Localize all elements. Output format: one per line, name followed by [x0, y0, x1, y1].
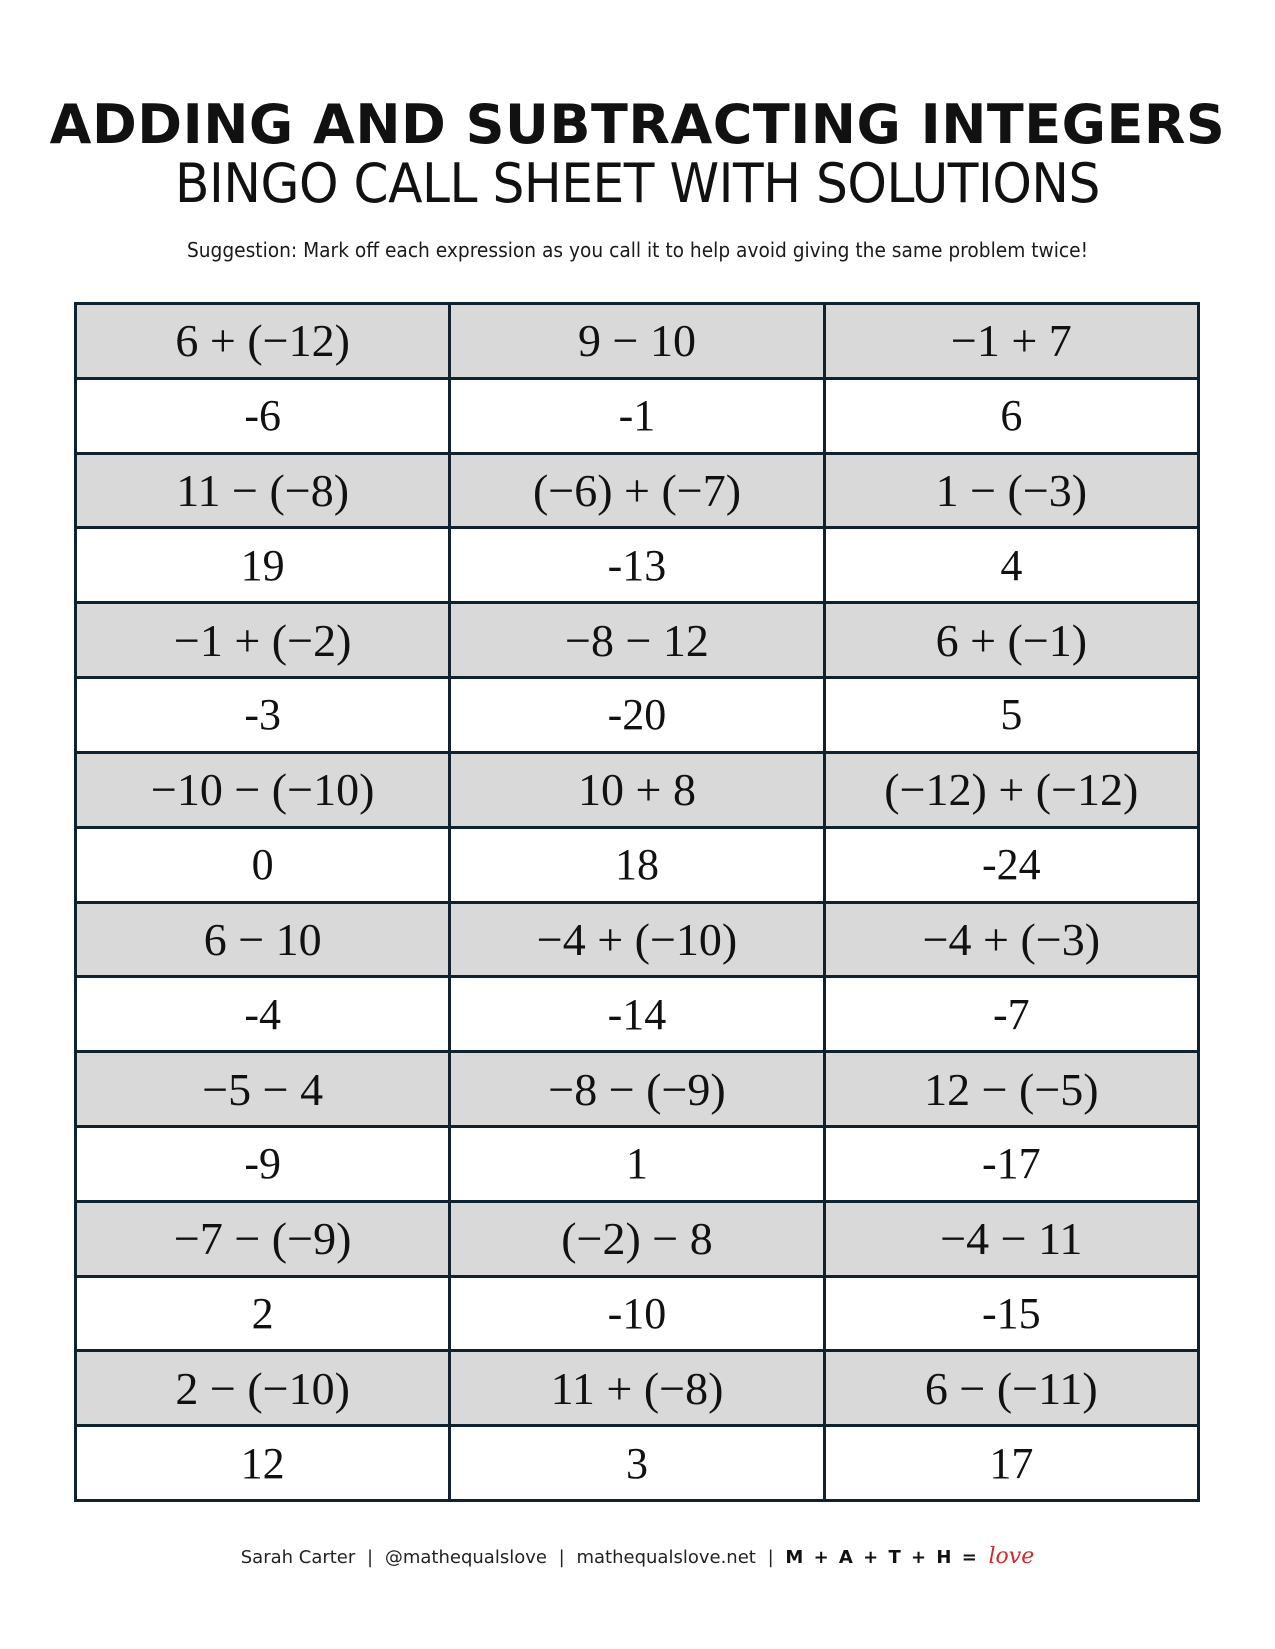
answer-cell: 18 — [450, 827, 824, 902]
footer-separator: | — [367, 1547, 374, 1568]
answer-cell: -24 — [824, 827, 1198, 902]
answer-cell: 2 — [76, 1276, 450, 1351]
answer-cell: -7 — [824, 977, 1198, 1052]
answer-cell: -4 — [76, 977, 450, 1052]
footer-website: mathequalslove.net — [576, 1547, 756, 1568]
expression-row — [76, 453, 1199, 528]
expression-cell: −10 − (−10) — [76, 752, 450, 827]
answer-cell: -13 — [450, 528, 824, 603]
expression-cell: 6 + (−1) — [824, 603, 1198, 678]
expression-cell: −4 + (−10) — [450, 902, 824, 977]
answer-cell: -6 — [76, 378, 450, 453]
answer-cell: -1 — [450, 378, 824, 453]
expression-cell: −5 − 4 — [76, 1052, 450, 1127]
expression-cell: 9 − 10 — [450, 304, 824, 379]
expression-cell: (−2) − 8 — [450, 1201, 824, 1276]
answer-cell: 4 — [824, 528, 1198, 603]
answer-cell: 12 — [76, 1426, 450, 1501]
footer — [0, 1543, 1275, 1572]
answer-row — [76, 1276, 1199, 1351]
page-title: ADDING AND SUBTRACTING INTEGERS — [49, 93, 1226, 156]
answer-row — [76, 678, 1199, 753]
answer-row — [76, 827, 1199, 902]
answer-cell: -3 — [76, 678, 450, 753]
answer-cell: 5 — [824, 678, 1198, 753]
answer-row — [76, 977, 1199, 1052]
expression-cell: −1 + (−2) — [76, 603, 450, 678]
answer-cell: -10 — [450, 1276, 824, 1351]
expression-cell: 6 − 10 — [76, 902, 450, 977]
expression-cell: (−12) + (−12) — [824, 752, 1198, 827]
answer-row — [76, 378, 1199, 453]
answer-cell: 19 — [76, 528, 450, 603]
suggestion-text: Suggestion: Mark off each expression as you call it to help avoid giving the same problem twice! — [186, 238, 1089, 262]
expression-cell: 6 + (−12) — [76, 304, 450, 379]
expression-row — [76, 902, 1199, 977]
expression-cell: −7 − (−9) — [76, 1201, 450, 1276]
expression-row — [76, 1351, 1199, 1426]
expression-cell: 11 − (−8) — [76, 453, 450, 528]
brand-logo-text: M + A + T + H = — [785, 1547, 979, 1568]
expression-row — [76, 304, 1199, 379]
expression-row — [76, 603, 1199, 678]
expression-cell: −4 + (−3) — [824, 902, 1198, 977]
expression-cell: (−6) + (−7) — [450, 453, 824, 528]
expression-row — [76, 1201, 1199, 1276]
expression-cell: −8 − 12 — [450, 603, 824, 678]
answer-cell: 0 — [76, 827, 450, 902]
expression-cell: 11 + (−8) — [450, 1351, 824, 1426]
expression-cell: 12 − (−5) — [824, 1052, 1198, 1127]
answer-row — [76, 1126, 1199, 1201]
answer-cell: 6 — [824, 378, 1198, 453]
brand-logo-love: love — [988, 1544, 1035, 1569]
expression-cell: 6 − (−11) — [824, 1351, 1198, 1426]
answer-cell: -9 — [76, 1126, 450, 1201]
expression-cell: −1 + 7 — [824, 304, 1198, 379]
answer-cell: -17 — [824, 1126, 1198, 1201]
answer-cell: -20 — [450, 678, 824, 753]
footer-separator: | — [558, 1547, 565, 1568]
footer-handle: @mathequalslove — [384, 1547, 547, 1568]
expression-row — [76, 752, 1199, 827]
expression-cell: 2 − (−10) — [76, 1351, 450, 1426]
expression-row — [76, 1052, 1199, 1127]
bingo-call-table — [74, 302, 1200, 1502]
page-subtitle: BINGO CALL SHEET WITH SOLUTIONS — [175, 152, 1100, 215]
answer-cell: 3 — [450, 1426, 824, 1501]
answer-cell: 17 — [824, 1426, 1198, 1501]
answer-cell: -15 — [824, 1276, 1198, 1351]
answer-row — [76, 528, 1199, 603]
footer-separator: | — [767, 1547, 774, 1568]
expression-cell: −4 − 11 — [824, 1201, 1198, 1276]
answer-row — [76, 1426, 1199, 1501]
answer-cell: -14 — [450, 977, 824, 1052]
footer-author: Sarah Carter — [240, 1547, 356, 1568]
expression-cell: 10 + 8 — [450, 752, 824, 827]
expression-cell: 1 − (−3) — [824, 453, 1198, 528]
expression-cell: −8 − (−9) — [450, 1052, 824, 1127]
answer-cell: 1 — [450, 1126, 824, 1201]
